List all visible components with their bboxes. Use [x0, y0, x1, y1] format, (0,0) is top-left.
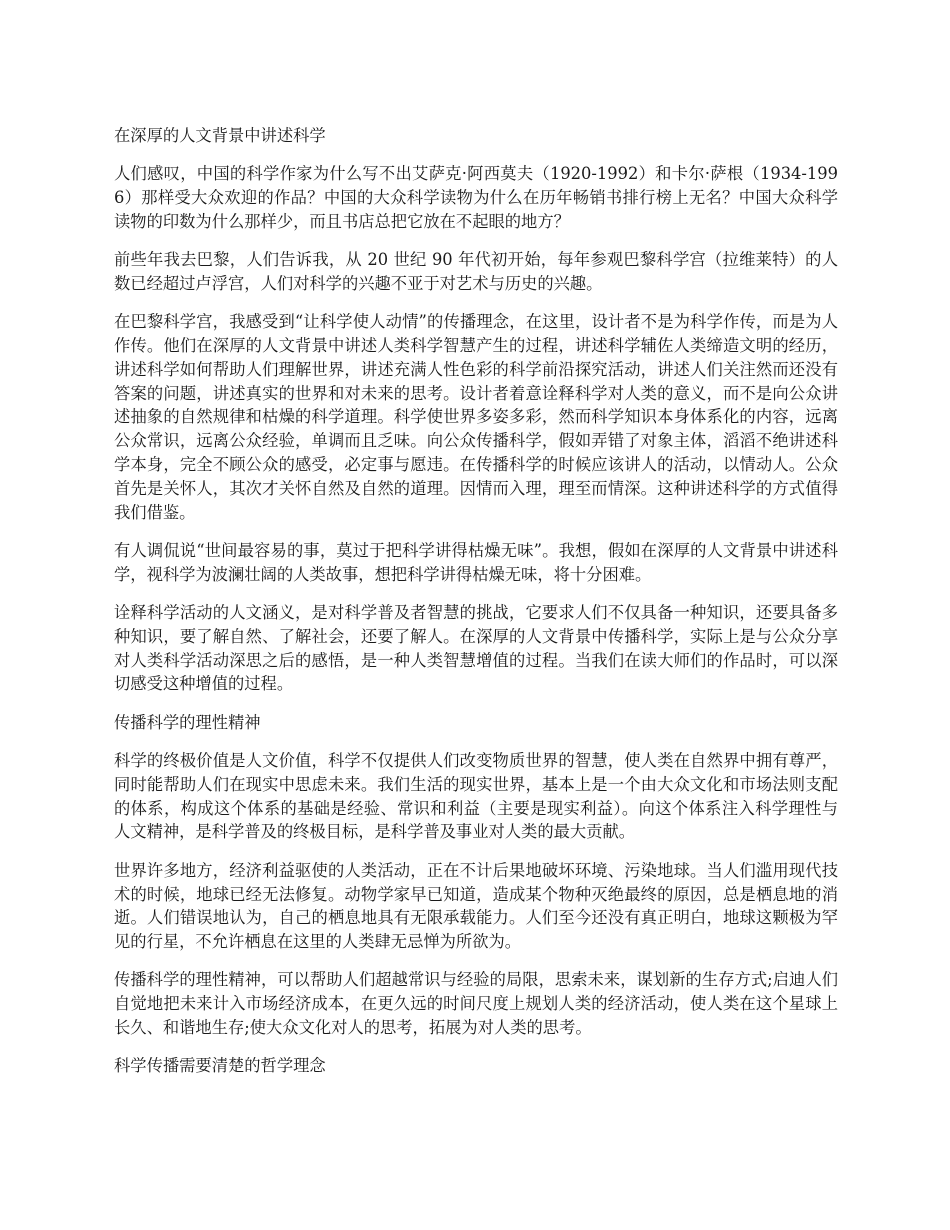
- section-heading: 科学传播需要清楚的哲学理念: [114, 1056, 326, 1076]
- paragraph: 前些年我去巴黎，人们告诉我，从 20 世纪 90 年代初开始，每年参观巴黎科学宫（拉维莱特）的人数已经超过卢浮宫，人们对科学的兴趣不亚于对艺术与历史的兴趣。: [114, 250, 838, 293]
- paragraph: 有人调侃说“世间最容易的事，莫过于把科学讲得枯燥无味”。我想，假如在深厚的人文背景中讲述科学，视科学为波澜壮阔的人类故事，想把科学讲得枯燥无味，将十分困难。: [114, 540, 838, 584]
- section-heading: 在深厚的人文背景中讲述科学: [114, 126, 326, 145]
- paragraph: 传播科学的理性精神，可以帮助人们超越常识与经验的局限，思索未来，谋划新的生存方式;启迪人们自觉地把未来计入市场经济成本，在更久远的时间尺度上规划人类的经济活动，使人类在这个星球上长久、和谐地生存;使大众文化对人的思考，拓展为对人类的思考。: [114, 970, 838, 1037]
- paragraph: 科学的终极价值是人文价值，科学不仅提供人们改变物质世界的智慧，使人类在自然界中拥有尊严，同时能帮助人们在现实中思虑未来。我们生活的现实世界，基本上是一个由大众文化和市场法则支配的体系，构成这个体系的基础是经验、常识和利益（主要是现实利益）。向这个体系注入科学理性与人文精神，是科学普及的终极目标，是科学普及事业对人类的最大贡献。: [114, 751, 838, 842]
- paragraph: 人们感叹，中国的科学作家为什么写不出艾萨克·阿西莫夫（1920-1992）和卡尔·萨根（1934-1996）那样受大众欢迎的作品？中国的大众科学读物为什么在历年畅销书排行榜上无名？中国大众科学读物的印数为什么那样少，而且书店总把它放在不起眼的地方？: [114, 164, 838, 231]
- section-heading: 传播科学的理性精神: [114, 712, 261, 732]
- paragraph: 在巴黎科学宫，我感受到“让科学使人动情”的传播理念，在这里，设计者不是为科学作传，而是为人作传。他们在深厚的人文背景中讲述人类科学智慧产生的过程，讲述科学辅佐人类缔造文明的经历，讲述科学如何帮助人们理解世界，讲述充满人性色彩的科学前沿探究活动，讲述人们关注然而还没有答案的问题，讲述真实的世界和对未来的思考。设计者着意诠释科学对人类的意义，而不是向公众讲述抽象的自然规律和枯燥的科学道理。科学使世界多姿多彩，然而科学知识本身体系化的内容，远离公众常识，远离公众经验，单调而且乏味。向公众传播科学，假如弄错了对象主体，滔滔不绝讲述科学本身，完全不顾公众的感受，必定事与愿违。在传播科学的时候应该讲人的活动，以情动人。公众首先是关怀人，其次才关怀自然及自然的道理。因情而入理，理至而情深。这种讲述科学的方式值得我们借鉴。: [114, 312, 838, 522]
- paragraph: 世界许多地方，经济利益驱使的人类活动，正在不计后果地破坏环境、污染地球。当人们滥用现代技术的时候，地球已经无法修复。动物学家早已知道，造成某个物种灭绝最终的原因，总是栖息地的消逝。人们错误地认为，自己的栖息地具有无限承载能力。人们至今还没有真正明白，地球这颗极为罕见的行星，不允许栖息在这里的人类肆无忌惮为所欲为。: [114, 860, 838, 952]
- paragraph: 诠释科学活动的人文涵义，是对科学普及者智慧的挑战，它要求人们不仅具备一种知识，还要具备多种知识，要了解自然、了解社会，还要了解人。在深厚的人文背景中传播科学，实际上是与公众分享对人类科学活动深思之后的感悟，是一种人类智慧增值的过程。当我们在读大师们的作品时，可以深切感受这种增值的过程。: [114, 603, 838, 694]
- document-page: [114, 124, 838, 1093]
